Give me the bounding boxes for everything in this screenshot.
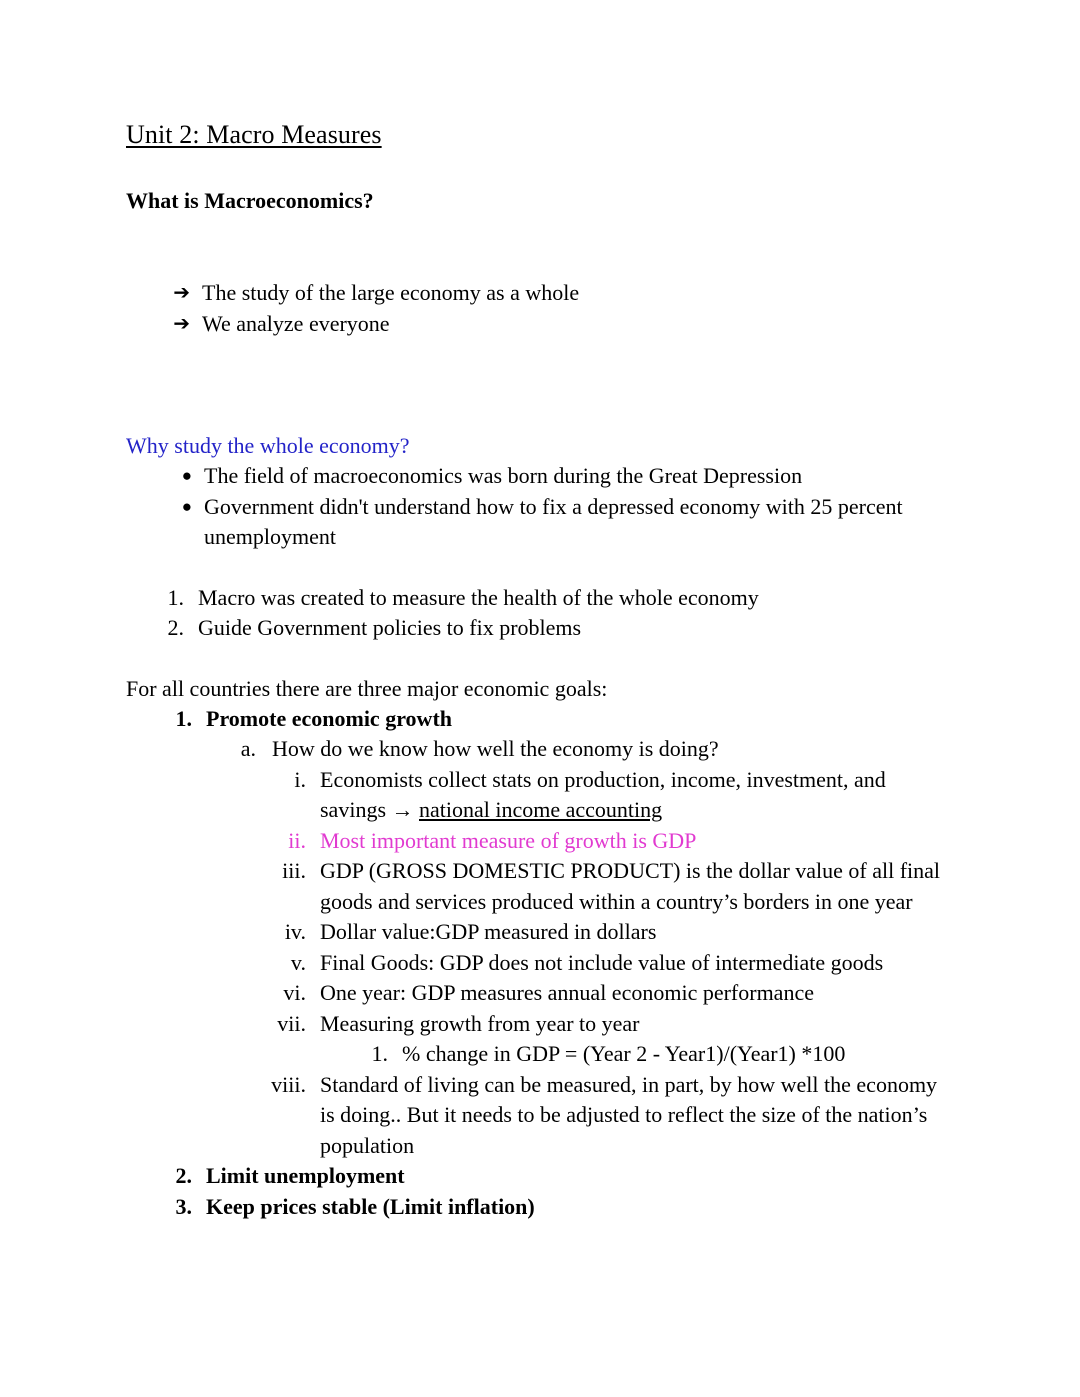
list-item-label: Government didn't understand how to fix a depressed economy with 25 percent unemployment [204, 493, 903, 549]
list-marker: vii. [277, 1010, 306, 1036]
list-marker: 3. [175, 1193, 192, 1219]
list-item [358, 1039, 954, 1070]
list-item-label: Most important measure of growth is GDP [320, 827, 697, 853]
list-item-label: Promote economic growth [206, 705, 453, 731]
list-marker: 2. [175, 1163, 192, 1188]
list-marker: ii. [288, 827, 306, 853]
list-item-label: Macro was created to measure the health of the whole economy [198, 584, 759, 610]
round-bullet-icon: ● [181, 466, 192, 485]
list-item [238, 948, 954, 979]
spacer [126, 401, 954, 431]
list-item [162, 1161, 954, 1192]
list-item-label: Measuring growth from year to year [320, 1010, 640, 1036]
gdp-growth-formula: % change in GDP = (Year 2 - Year1)/(Year1) *100 [402, 1041, 846, 1066]
list-item-label: Standard of living can be measured, in part, by how well the economy is doing.. But it needs to be adjusted to reflect the size of the nation’s population [320, 1071, 938, 1158]
list-item [140, 492, 954, 553]
list-item [138, 583, 954, 614]
list-item [162, 704, 954, 735]
list-item-label: Guide Government policies to fix problems [198, 615, 582, 640]
list-item [238, 1009, 954, 1040]
list-item [238, 917, 954, 948]
list-marker: viii. [271, 1071, 306, 1097]
list-marker: i. [294, 766, 306, 792]
list-marker: vi. [283, 980, 306, 1005]
list-item-label: One year: GDP measures annual economic performance [320, 980, 814, 1005]
list-item [162, 1192, 954, 1223]
blue-subheading-why-study: Why study the whole economy? [126, 433, 410, 458]
list-marker: 2. [167, 615, 184, 640]
list-marker: 1. [371, 1041, 388, 1066]
list-item-label [320, 765, 954, 826]
list-item [238, 978, 954, 1009]
list-item-label: Dollar value:GDP measured in dollars [320, 919, 657, 944]
list-item [140, 309, 954, 340]
list-marker: 1. [175, 705, 192, 731]
list-item [140, 278, 954, 309]
arrow-bullet-icon: ➔ [173, 312, 190, 335]
list-item-label: The study of the large economy as a whole [202, 280, 580, 305]
list-marker: iv. [284, 919, 306, 944]
underlined-term: national income accounting [419, 797, 663, 822]
list-item [238, 765, 954, 826]
list-marker: v. [290, 949, 306, 975]
list-item-label: Keep prices stable (Limit inflation) [206, 1193, 535, 1219]
list-item-label: GDP (GROSS DOMESTIC PRODUCT) is the dollar value of all final goods and services produced within a country’s borders in one year [320, 858, 941, 914]
list-marker: 1. [167, 584, 184, 610]
list-item-label: How do we know how well the economy is doing? [272, 736, 719, 761]
page-title: Unit 2: Macro Measures [126, 120, 382, 149]
list-item-text: Economists collect stats on production, income, investment, and savings → [320, 766, 886, 822]
section-heading-what-is-macroeconomics: What is Macroeconomics? [126, 188, 374, 213]
round-bullet-icon: ● [181, 496, 192, 516]
list-item [238, 1070, 954, 1162]
list-item-label: Final Goods: GDP does not include value of intermediate goods [320, 949, 884, 975]
arrow-bullet-icon: ➔ [173, 282, 190, 304]
list-marker: a. [240, 736, 256, 761]
list-item [140, 461, 954, 492]
list-item-label: The field of macroeconomics was born during the Great Depression [204, 463, 803, 488]
spacer [126, 553, 954, 583]
list-item-label: Limit unemployment [206, 1163, 405, 1188]
list-item-label: We analyze everyone [202, 310, 390, 336]
list-item [224, 734, 954, 765]
spacer [126, 644, 954, 674]
list-item [238, 826, 954, 857]
list-marker: iii. [282, 858, 306, 883]
spacer [126, 339, 954, 401]
goals-intro-paragraph: For all countries there are three major economic goals: [126, 675, 608, 701]
list-item [138, 613, 954, 644]
list-item [238, 856, 954, 917]
spacer [126, 216, 954, 278]
